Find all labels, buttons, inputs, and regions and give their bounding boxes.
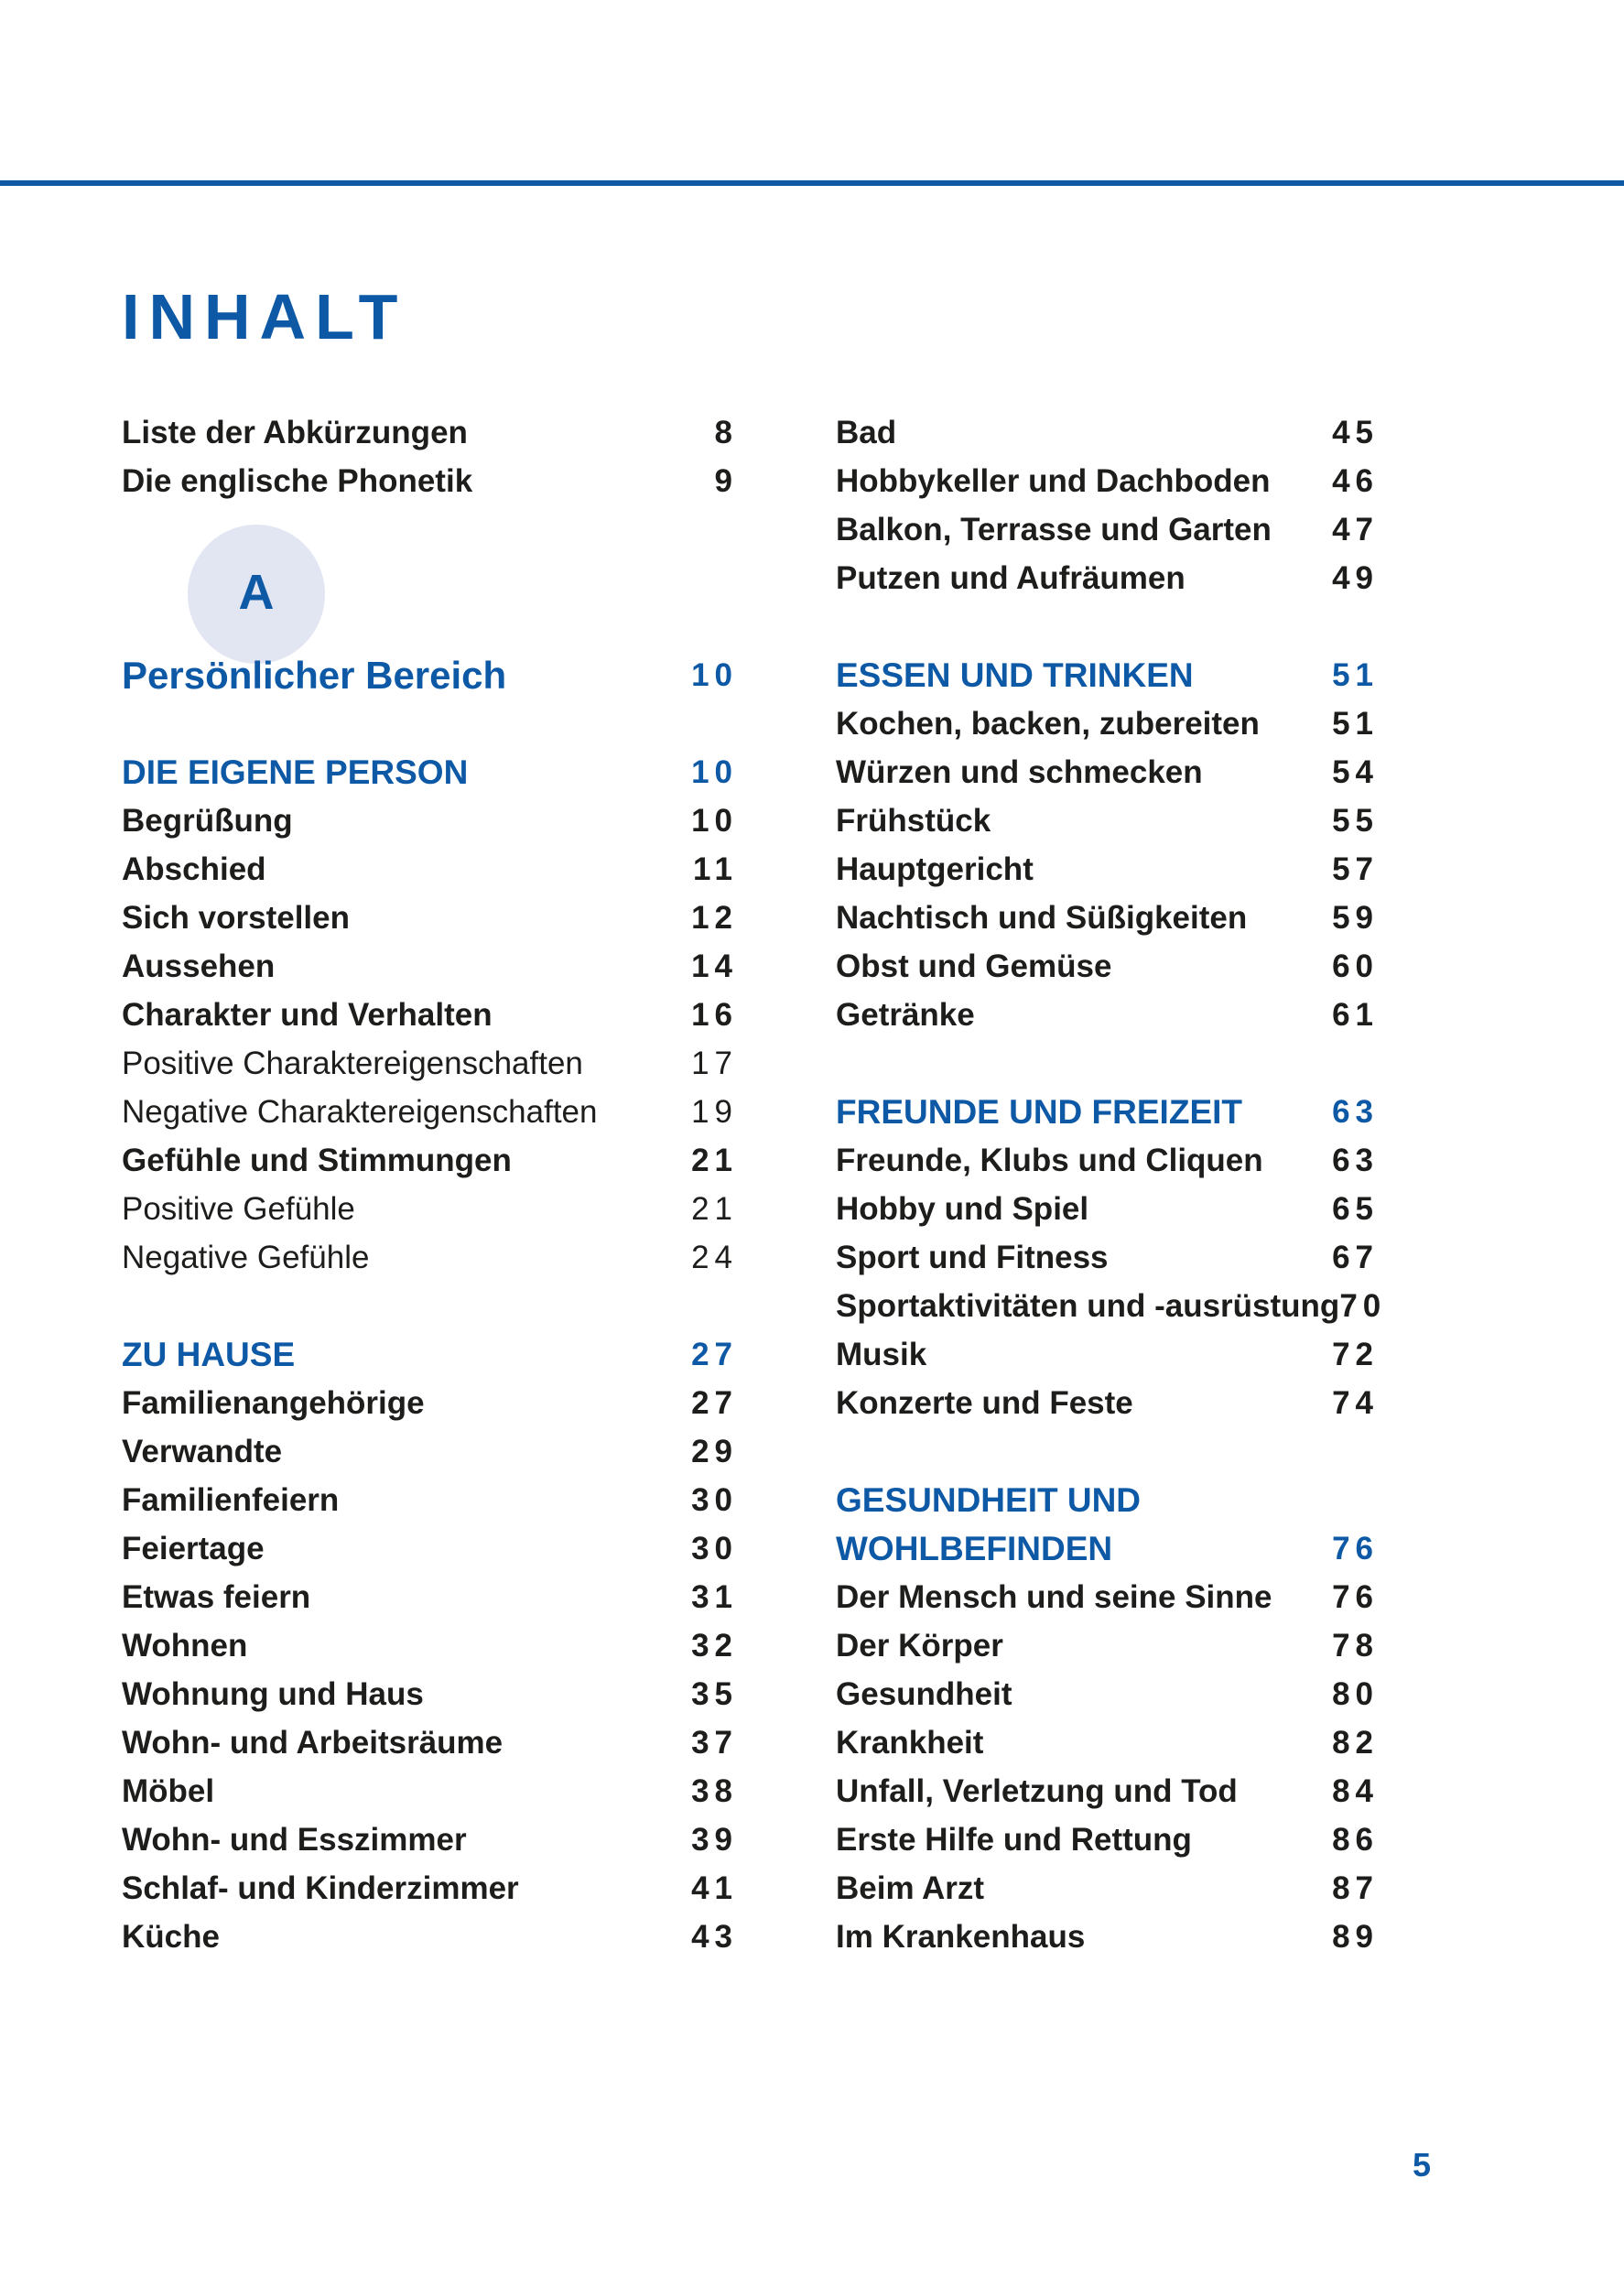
toc-entry-page-number: 32	[691, 1628, 738, 1664]
toc-entry-label: Bad	[836, 415, 897, 450]
toc-entry-label: Feiertage	[122, 1531, 265, 1566]
toc-row-bold	[122, 1767, 738, 1815]
toc-row-section	[836, 1476, 1373, 1524]
toc-row-bold	[122, 797, 738, 845]
toc-row-regular	[122, 1185, 738, 1233]
toc-entry-page-number: 49	[1332, 560, 1379, 596]
toc-entry-label: Der Mensch und seine Sinne	[836, 1579, 1272, 1615]
toc-entry-label: Negative Charaktereigenschaften	[122, 1094, 598, 1130]
toc-row-bold	[122, 408, 738, 457]
toc-entry-page-number: 29	[691, 1434, 738, 1469]
toc-entry-label: Gesundheit	[836, 1676, 1012, 1712]
toc-entry-label: Negative Gefühle	[122, 1240, 370, 1275]
toc-row-regular	[122, 1088, 738, 1136]
toc-entry-page-number: 43	[691, 1919, 738, 1955]
toc-row-section	[122, 748, 738, 797]
toc-row-bold	[122, 1718, 738, 1767]
toc-row-bold	[836, 748, 1379, 797]
toc-row-bold	[122, 1815, 738, 1864]
toc-entry-label: GESUNDHEIT UND	[836, 1481, 1142, 1519]
toc-entry-page-number: 67	[1332, 1240, 1379, 1275]
toc-entry-label: Sich vorstellen	[122, 900, 350, 936]
toc-entry-label: Positive Charaktereigenschaften	[122, 1046, 583, 1081]
toc-entry-label: Erste Hilfe und Rettung	[836, 1822, 1192, 1858]
toc-column-right	[836, 408, 1387, 1961]
toc-entry-page-number: 41	[691, 1870, 738, 1906]
toc-row-blank	[836, 1427, 1373, 1476]
toc-entry-label: Wohnen	[122, 1628, 248, 1664]
page-title: INHALT	[122, 281, 407, 352]
toc-entry-page-number: 89	[1332, 1919, 1379, 1955]
toc-row-bold	[836, 1670, 1379, 1718]
toc-row-bold	[836, 457, 1379, 505]
toc-row-bold	[836, 1233, 1379, 1282]
toc-row-bold	[836, 554, 1379, 602]
toc-row-bold	[836, 1379, 1379, 1427]
toc-entry-page-number: 21	[691, 1191, 738, 1227]
toc-row-bold	[836, 1573, 1379, 1621]
toc-entry-label: Positive Gefühle	[122, 1191, 355, 1227]
toc-entry-label: Familienfeiern	[122, 1482, 340, 1518]
toc-entry-page-number: 59	[1332, 900, 1379, 936]
toc-entry-label: Abschied	[122, 851, 266, 887]
toc-entry-page-number: 39	[691, 1822, 738, 1858]
toc-entry-page-number: 51	[1332, 706, 1379, 742]
toc-row-bold	[836, 1185, 1379, 1233]
toc-entry-label: Verwandte	[122, 1434, 283, 1469]
toc-entry-page-number: 24	[691, 1240, 738, 1275]
toc-row-bold	[836, 1136, 1379, 1185]
toc-entry-page-number: 86	[1332, 1822, 1379, 1858]
toc-entry-label: Küche	[122, 1919, 220, 1955]
toc-row-bold	[836, 1864, 1379, 1913]
toc-entry-label: Persönlicher Bereich	[122, 654, 507, 697]
toc-entry-page-number: 76	[1332, 1579, 1379, 1615]
toc-entry-label: WOHLBEFINDEN	[836, 1530, 1113, 1567]
toc-entry-label: ZU HAUSE	[122, 1336, 296, 1373]
toc-entry-page-number: 76	[1332, 1531, 1379, 1566]
toc-row-bold	[836, 1718, 1379, 1767]
toc-row-bold	[836, 505, 1379, 554]
toc-row-bold	[122, 942, 738, 991]
toc-entry-label: Frühstück	[836, 803, 991, 839]
toc-entry-page-number: 38	[691, 1773, 738, 1809]
toc-row-bold	[122, 991, 738, 1039]
toc-row-bold	[122, 1621, 738, 1670]
toc-entry-page-number: 74	[1332, 1385, 1379, 1421]
toc-row-bold	[836, 1815, 1379, 1864]
toc-row-section	[836, 1524, 1379, 1573]
toc-entry-label: Hauptgericht	[836, 851, 1034, 887]
toc-entry-label: Begrüßung	[122, 803, 293, 839]
page-number: 5	[1413, 2146, 1432, 2184]
toc-entry-label: Hobbykeller und Dachboden	[836, 463, 1271, 499]
toc-entry-label: Im Krankenhaus	[836, 1919, 1086, 1955]
toc-column-left	[122, 408, 738, 1961]
toc-row-blank	[122, 602, 732, 651]
toc-entry-label: Krankheit	[836, 1725, 984, 1761]
toc-entry-page-number: 47	[1332, 512, 1379, 547]
toc-row-bold	[122, 845, 738, 894]
toc-entry-page-number: 10	[691, 754, 738, 790]
toc-row-bold	[836, 797, 1379, 845]
toc-row-bold	[836, 699, 1379, 748]
toc-row-bold	[122, 457, 738, 505]
toc-entry-label: Beim Arzt	[836, 1870, 985, 1906]
toc-row-bold	[836, 1282, 1387, 1330]
toc-entry-label: Wohnung und Haus	[122, 1676, 424, 1712]
toc-row-bold	[836, 1767, 1379, 1815]
toc-row-bold	[836, 408, 1379, 457]
toc-row-regular	[122, 1233, 738, 1282]
toc-entry-page-number: 72	[1332, 1337, 1379, 1372]
toc-entry-page-number: 78	[1332, 1628, 1379, 1664]
toc-entry-label: Möbel	[122, 1773, 215, 1809]
toc-row-bold	[836, 1913, 1379, 1961]
toc-row-bold	[122, 1136, 738, 1185]
toc-entry-page-number: 21	[691, 1143, 738, 1178]
toc-entry-page-number: 60	[1332, 948, 1379, 984]
toc-entry-page-number: 27	[691, 1385, 738, 1421]
toc-entry-page-number: 51	[1332, 657, 1379, 693]
toc-entry-label: ESSEN UND TRINKEN	[836, 656, 1194, 694]
toc-entry-page-number: 70	[1339, 1288, 1387, 1324]
toc-row-blank	[122, 1282, 732, 1330]
toc-entry-page-number: 35	[691, 1676, 738, 1712]
toc-entry-label: Charakter und Verhalten	[122, 997, 493, 1033]
toc-row-bold	[122, 1913, 738, 1961]
toc-row-bold	[122, 1379, 738, 1427]
toc-entry-page-number: 37	[691, 1725, 738, 1761]
toc-entry-label: Schlaf- und Kinderzimmer	[122, 1870, 519, 1906]
top-divider-line	[0, 180, 1624, 186]
toc-entry-label: Aussehen	[122, 948, 276, 984]
toc-row-bold	[122, 1524, 738, 1573]
toc-entry-label: Wohn- und Esszimmer	[122, 1822, 467, 1858]
toc-entry-label: Würzen und schmecken	[836, 754, 1203, 790]
toc-row-bold	[122, 1864, 738, 1913]
toc-entry-label: Etwas feiern	[122, 1579, 311, 1615]
toc-entry-page-number: 27	[691, 1337, 738, 1372]
toc-row-bold	[836, 1621, 1379, 1670]
toc-entry-page-number: 11	[693, 851, 738, 887]
toc-entry-page-number: 8	[714, 415, 738, 450]
toc-entry-page-number: 30	[691, 1531, 738, 1566]
toc-entry-page-number: 10	[691, 803, 738, 839]
toc-row-bold	[122, 1427, 738, 1476]
toc-entry-page-number: 63	[1332, 1143, 1379, 1178]
toc-entry-label: Wohn- und Arbeitsräume	[122, 1725, 503, 1761]
toc-entry-page-number: 17	[691, 1046, 738, 1081]
toc-entry-page-number: 54	[1332, 754, 1379, 790]
toc-entry-page-number: 55	[1332, 803, 1379, 839]
chapter-a-badge-letter: A	[238, 565, 275, 620]
toc-entry-label: Liste der Abkürzungen	[122, 415, 468, 450]
toc-row-blank	[836, 602, 1373, 651]
toc-entry-label: FREUNDE UND FREIZEIT	[836, 1093, 1242, 1131]
toc-entry-label: Freunde, Klubs und Cliquen	[836, 1143, 1263, 1178]
toc-entry-page-number: 87	[1332, 1870, 1379, 1906]
toc-entry-label: Obst und Gemüse	[836, 948, 1112, 984]
toc-entry-page-number: 10	[691, 657, 738, 693]
toc-entry-label: Putzen und Aufräumen	[836, 560, 1186, 596]
toc-entry-label: Sport und Fitness	[836, 1240, 1109, 1275]
toc-entry-page-number: 63	[1332, 1094, 1379, 1130]
toc-row-bold	[122, 1476, 738, 1524]
toc-row-blank	[122, 554, 732, 602]
toc-entry-page-number: 19	[691, 1094, 738, 1130]
toc-entry-page-number: 45	[1332, 415, 1379, 450]
toc-entry-label: Der Körper	[836, 1628, 1003, 1664]
toc-row-chapter	[122, 651, 738, 699]
toc-entry-label: Musik	[836, 1337, 927, 1372]
toc-row-bold	[836, 1330, 1379, 1379]
toc-entry-page-number: 65	[1332, 1191, 1379, 1227]
toc-row-bold	[122, 1573, 738, 1621]
toc-entry-label: Gefühle und Stimmungen	[122, 1143, 512, 1178]
toc-row-bold	[836, 991, 1379, 1039]
toc-entry-page-number: 61	[1332, 997, 1379, 1033]
toc-entry-page-number: 12	[691, 900, 738, 936]
toc-entry-label: Balkon, Terrasse und Garten	[836, 512, 1272, 547]
toc-entry-label: Nachtisch und Süßigkeiten	[836, 900, 1248, 936]
toc-row-regular	[122, 1039, 738, 1088]
toc-row-blank	[836, 1039, 1373, 1088]
toc-entry-label: DIE EIGENE PERSON	[122, 753, 469, 791]
toc-entry-label: Konzerte und Feste	[836, 1385, 1133, 1421]
toc-row-blank	[122, 505, 732, 554]
toc-entry-page-number: 82	[1332, 1725, 1379, 1761]
toc-entry-label: Die englische Phonetik	[122, 463, 473, 499]
toc-entry-label: Sportaktivitäten und -ausrüstung	[836, 1288, 1340, 1324]
toc-entry-label: Getränke	[836, 997, 975, 1033]
toc-entry-page-number: 80	[1332, 1676, 1379, 1712]
toc-row-bold	[122, 1670, 738, 1718]
toc-entry-page-number: 30	[691, 1482, 738, 1518]
toc-entry-label: Unfall, Verletzung und Tod	[836, 1773, 1238, 1809]
toc-row-bold	[836, 894, 1379, 942]
toc-entry-page-number: 31	[691, 1579, 738, 1615]
toc-entry-page-number: 84	[1332, 1773, 1379, 1809]
toc-entry-page-number: 57	[1332, 851, 1379, 887]
toc-entry-label: Familienangehörige	[122, 1385, 425, 1421]
toc-row-section	[836, 651, 1379, 699]
toc-entry-page-number: 14	[691, 948, 738, 984]
toc-row-bold	[122, 894, 738, 942]
toc-entry-page-number: 16	[691, 997, 738, 1033]
toc-entry-label: Hobby und Spiel	[836, 1191, 1089, 1227]
toc-row-section	[122, 1330, 738, 1379]
toc-row-blank	[122, 699, 732, 748]
toc-entry-label: Kochen, backen, zubereiten	[836, 706, 1260, 742]
toc-row-bold	[836, 845, 1379, 894]
toc-entry-page-number: 9	[714, 463, 738, 499]
toc-row-bold	[836, 942, 1379, 991]
toc-entry-page-number: 46	[1332, 463, 1379, 499]
toc-row-section	[836, 1088, 1379, 1136]
